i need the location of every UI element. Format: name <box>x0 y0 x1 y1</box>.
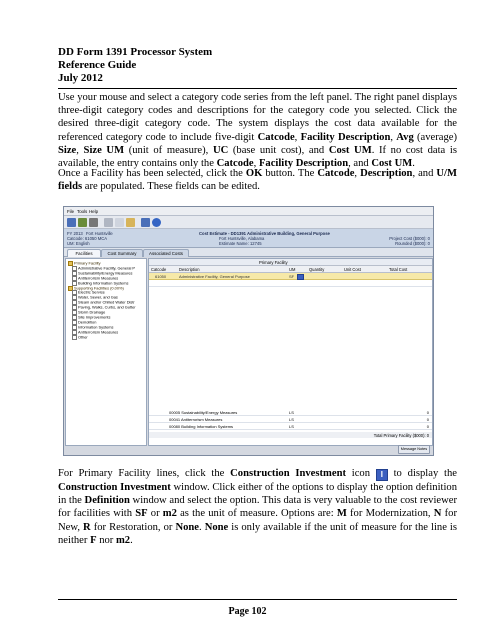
page-number: Page 102 <box>228 606 267 617</box>
tab-bar <box>64 248 433 257</box>
application-screenshot <box>63 206 434 456</box>
tab-associated-costs[interactable] <box>143 249 189 257</box>
header-title: DD Form 1391 Processor System <box>58 46 213 58</box>
row-um: LS <box>289 410 294 415</box>
tab-label: Associated Costs <box>149 250 183 256</box>
project-cost: Project Cost ($000): 0 <box>389 236 430 241</box>
row-code: 00041 Antiterrorism Measures <box>169 417 223 422</box>
estimate-name: Estimate Name: 12745 <box>219 241 262 246</box>
total-primary-facility: Total Primary Facility ($000): 0 <box>373 433 429 438</box>
tab-label: Facilities <box>75 250 93 256</box>
print-icon[interactable] <box>89 218 98 227</box>
tab-label: Cost Summary <box>107 250 137 256</box>
paste-icon[interactable] <box>126 218 135 227</box>
project-info-bar <box>64 229 433 248</box>
paragraph-category-selection: Use your mouse and select a category code series from the left panel. The right panel displays three-digit category codes and descriptions for the category code you selected. Click the desired three-digit category code. The system displays the cost data available for the referenced category code to include five-digit Catcode, Facility Description, Avg (average) Size, Size UM (unit of measure), UC (base unit cost), and Cost UM. If no cost data is available, the entry contains only the Catcode, Facility Description, and Cost UM. <box>58 92 458 170</box>
header-rule <box>58 88 457 89</box>
tree-item-label: Primary Facility <box>74 260 101 266</box>
header-date: July 2012 <box>58 72 103 84</box>
row-catcode: 61050 <box>155 274 167 279</box>
tree-item-label: Site Improvements <box>78 314 111 320</box>
menu-tools[interactable]: Tools <box>77 208 88 214</box>
unit-measure-line: UM: English <box>67 241 90 246</box>
tree-item-label: Storm Drainage <box>78 309 106 315</box>
row-code: 00005 Sustainability/Energy Measures <box>169 410 238 415</box>
header-subtitle: Reference Guide <box>58 59 137 71</box>
table-row[interactable] <box>149 423 432 430</box>
total-bar <box>149 432 432 438</box>
category-tree <box>65 258 147 446</box>
row-code: 00080 Building Information Systems <box>169 424 234 429</box>
open-icon[interactable] <box>78 218 87 227</box>
col-total-cost: Total Cost <box>389 267 408 272</box>
menu-bar <box>64 207 433 216</box>
tree-item-label: Demolition <box>78 319 97 325</box>
row-um: SF <box>289 274 295 279</box>
grid-title-bar <box>149 259 432 266</box>
facility-grid <box>148 258 433 446</box>
toolbar <box>64 216 433 229</box>
col-um: UM <box>289 267 296 272</box>
fiscal-year: FY 2013 <box>67 231 83 236</box>
row-total: 0 <box>426 410 429 415</box>
tree-item-label: Electric Service <box>78 289 105 295</box>
checkbox-icon <box>72 335 77 340</box>
tree-item-label: Administrative Facility, General P <box>78 265 136 271</box>
row-um: LS <box>289 417 294 422</box>
row-total: 0 <box>426 424 429 429</box>
table-row[interactable] <box>149 280 432 287</box>
tree-item[interactable] <box>72 335 88 340</box>
paragraph-facility-selected: Once a Facility has been selected, click the OK button. The Catcode, Description, and U/M fields are populated. These fields can be edited. <box>58 168 457 193</box>
tree-item-label: Water, Sewer, and Gas <box>78 294 118 300</box>
row-total: 0 <box>426 417 429 422</box>
help-icon[interactable] <box>152 218 161 227</box>
tree-item-label: Sustainability/Energy Measures <box>78 270 133 276</box>
tree-item-label: Antiterrorism Measures <box>78 329 119 335</box>
default-lines <box>149 409 432 430</box>
table-row[interactable] <box>149 409 432 416</box>
construction-investment-icon[interactable] <box>297 274 304 280</box>
col-description: Description <box>179 267 200 272</box>
installation-name: Fort Huntsville <box>86 231 113 236</box>
message-notes-button[interactable] <box>398 445 430 454</box>
table-row[interactable] <box>149 416 432 423</box>
row-um: LS <box>289 424 294 429</box>
col-catcode: Catcode <box>151 267 167 272</box>
construction-investment-icon: I <box>376 469 388 481</box>
report-icon[interactable] <box>141 218 150 227</box>
tree-item-label: Supporting Facilities (0.00%) <box>74 285 124 291</box>
menu-help[interactable]: Help <box>89 208 99 214</box>
tree-item-label: Paving, Walks, Curbs, and Gutter <box>78 304 136 310</box>
table-row[interactable] <box>149 273 432 280</box>
copy-icon[interactable] <box>115 218 124 227</box>
estimate-title: Cost Estimate - DD1391 Administrative Building, General Purpose <box>199 231 330 236</box>
document-header <box>58 46 212 85</box>
row-description: Administrative Facility, General Purpose <box>179 274 250 279</box>
estimate-location: Fort Huntsville, Alabama <box>219 236 265 241</box>
paragraph-construction-investment: For Primary Facility lines, click the Construction Investment icon I to display the Construction Investment window. Click either of the options to display the option definition in the Definition window and select the option. This data is very valuable to the cost reviewer for facilities with SF or m2 as the unit of measure. Options are: M for Modernization, N for New, R for Restoration, or None. None is only available if the unit of measure for the line is neither F nor m2. <box>58 468 457 546</box>
rounded-cost: Rounded ($000): 0 <box>395 241 430 246</box>
col-unit-cost: Unit Cost <box>344 267 361 272</box>
save-icon[interactable] <box>67 218 76 227</box>
tree-item-label: Steam and/or Chilled Water Distr <box>78 299 135 305</box>
tree-item-label: Information Systems <box>78 324 114 330</box>
footer-rule <box>58 599 457 600</box>
grid-title: Primary Facility <box>259 260 288 265</box>
menu-file[interactable]: File <box>67 208 75 214</box>
col-quantity: Quantity <box>309 267 325 272</box>
tree-item-label: Building Information Systems <box>78 280 129 286</box>
catcode-line: Catcode: 61050 MCA <box>67 236 108 241</box>
tree-item-label: Other <box>78 334 88 340</box>
tab-facilities[interactable] <box>67 249 101 257</box>
cut-icon[interactable] <box>104 218 113 227</box>
tree-item-label: Antiterrorism Measures <box>78 275 119 281</box>
grid-header <box>149 266 432 273</box>
tab-cost-summary[interactable] <box>101 249 143 257</box>
message-notes-label: Message Notes <box>400 447 428 452</box>
